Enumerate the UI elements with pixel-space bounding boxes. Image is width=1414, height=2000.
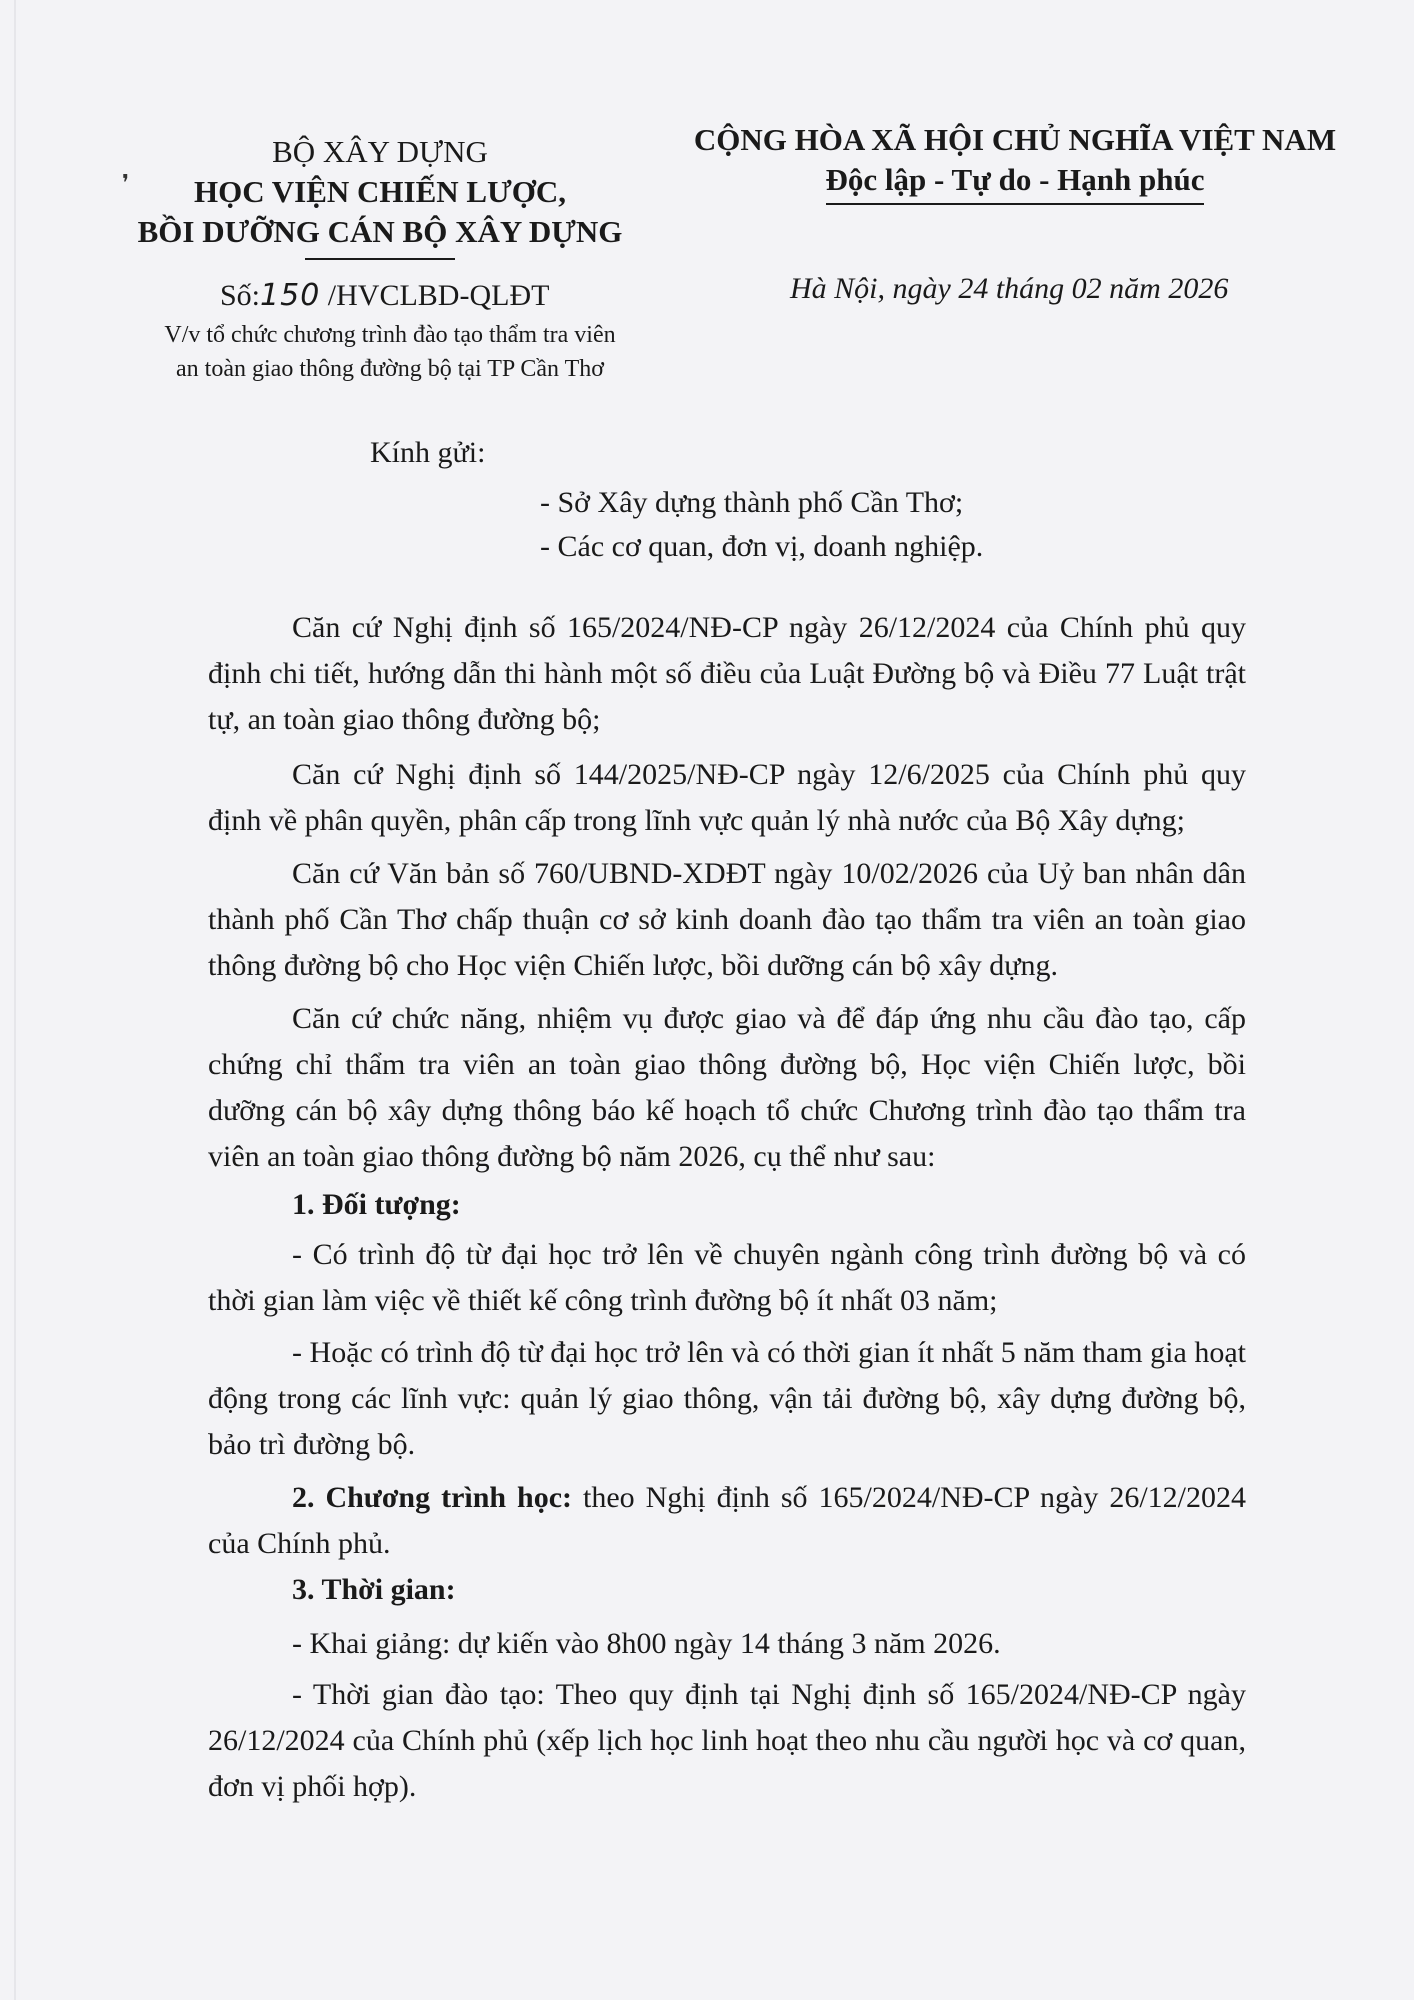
section-1-heading: 1. Đối tượng: [292, 1188, 461, 1221]
subject-line1: V/v tổ chức chương trình đào tạo thẩm tra viên [164, 322, 616, 348]
issuer-underline [305, 258, 455, 260]
section-2-heading: 2. Chương trình học: [292, 1481, 573, 1514]
section-2-text: theo Nghị định số 165/2024/NĐ-CP ngày 26/12/2024 của Chính phủ. [208, 1481, 1247, 1560]
subject-line [110, 318, 670, 386]
paragraph-basis-1: Căn cứ Nghị định số 165/2024/NĐ-CP ngày 26/12/2024 của Chính phủ quy định chi tiết, hướng dẫn thi hành một số điều của Luật Đường bộ và Điều 77 Luật trật tự, an toàn giao thông đường bộ; [208, 611, 1246, 736]
binder-edge [14, 0, 16, 2000]
institute-name-line1: HỌC VIỆN CHIẾN LƯỢC, [193, 174, 567, 209]
national-motto: Độc lập - Tự do - Hạnh phúc [826, 160, 1205, 205]
paragraph-basis-3: Căn cứ Văn bản số 760/UBND-XDĐT ngày 10/02/2026 của Uỷ ban nhân dân thành phố Cần Thơ chấp thuận cơ sở kinh doanh đào tạo thẩm tra viên an toàn giao thông đường bộ cho Học viện Chiến lược, bồi dưỡng cán bộ xây dựng. [208, 857, 1246, 982]
section-3-item-2: - Thời gian đào tạo: Theo quy định tại Nghị định số 165/2024/NĐ-CP ngày 26/12/2024 của Chính phủ (xếp lịch học linh hoạt theo nhu cầu người học và cơ quan, đơn vị phối hợp). [208, 1678, 1246, 1803]
issuer-header [100, 132, 660, 260]
doc-number-prefix: Số: [220, 279, 261, 312]
document-number [220, 278, 549, 313]
national-header [690, 120, 1340, 205]
section-3-item-1: - Khai giảng: dự kiến vào 8h00 ngày 14 tháng 3 năm 2026. [292, 1627, 1001, 1660]
institute-name-line2: BỒI DƯỠNG CÁN BỘ XÂY DỰNG [137, 214, 623, 249]
issue-date: Hà Nội, ngày 24 tháng 02 năm 2026 [790, 272, 1229, 305]
paragraph-basis-2: Căn cứ Nghị định số 144/2025/NĐ-CP ngày 12/6/2025 của Chính phủ quy định về phân quyền, phân cấp trong lĩnh vực quản lý nhà nước của Bộ Xây dựng; [208, 758, 1246, 837]
section-2 [208, 1475, 1246, 1567]
section-1-item-1: - Có trình độ từ đại học trở lên về chuyên ngành công trình đường bộ và có thời gian làm việc về thiết kế công trình đường bộ ít nhất 03 năm; [208, 1238, 1246, 1317]
doc-number-suffix: /HVCLBD-QLĐT [320, 279, 550, 312]
country-name: CỘNG HÒA XÃ HỘI CHỦ NGHĨA VIỆT NAM [693, 122, 1337, 157]
section-1-item-2: - Hoặc có trình độ từ đại học trở lên và có thời gian ít nhất 5 năm tham gia hoạt động trong các lĩnh vực: quản lý giao thông, vận tải đường bộ, xây dựng đường bộ, bảo trì đường bộ. [208, 1336, 1246, 1461]
greeting: Kính gửi: [370, 436, 486, 469]
section-3-heading: 3. Thời gian: [292, 1573, 456, 1606]
paragraph-basis-4: Căn cứ chức năng, nhiệm vụ được giao và để đáp ứng nhu cầu đào tạo, cấp chứng chỉ thẩm tra viên an toàn giao thông đường bộ, Học viện Chiến lược, bồi dưỡng cán bộ xây dựng thông báo kế hoạch tổ chức Chương trình đào tạo thẩm tra viên an toàn giao thông đường bộ năm 2026, cụ thể như sau: [208, 1002, 1246, 1173]
recipient-2: - Các cơ quan, đơn vị, doanh nghiệp. [540, 530, 984, 563]
ministry-name: BỘ XÂY DỰNG [272, 134, 488, 169]
doc-number-handwritten: 150 [260, 278, 321, 313]
stray-mark: ❜ [122, 170, 130, 195]
recipient-1: - Sở Xây dựng thành phố Cần Thơ; [540, 486, 964, 519]
subject-line2: an toàn giao thông đường bộ tại TP Cần Thơ [176, 356, 604, 382]
